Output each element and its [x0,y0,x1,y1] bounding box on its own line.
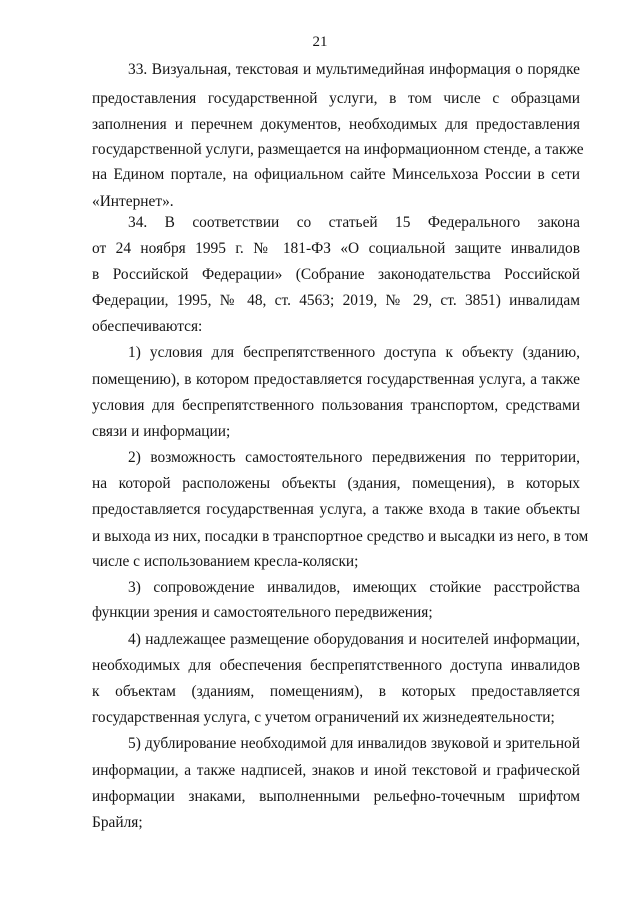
text-line: 1) условия для беспрепятственного доступа к объекту (зданию, [128,344,580,361]
text-line: 2) возможность самостоятельного передвижения по территории, [128,449,580,466]
text-line: государственная услуга, с учетом ограничений их жизнедеятельности; [92,709,555,726]
text-line: связи и информации; [92,423,231,440]
text-line: в Российской Федерации» (Собрание законодательства Российской [92,266,580,283]
text-line: условия для беспрепятственного пользования транспортом, средствами [92,397,580,414]
text-line: информации знаками, выполненными рельефно-точечным шрифтом [92,788,580,805]
text-line: Федерации, 1995, № 48, ст. 4563; 2019, № 29, ст. 3851) инвалидам [92,292,580,309]
text-line: 5) дублирование необходимой для инвалидов звуковой и зрительной [128,735,580,752]
text-line: «Интернет». [92,193,174,210]
text-line: функции зрения и самостоятельного передвижения; [92,604,433,621]
text-line: Брайля; [92,814,143,831]
text-line: предоставляется государственная услуга, а также входа в такие объекты [92,501,580,518]
text-line: помещению), в котором предоставляется государственная услуга, а также [92,371,580,388]
text-line: на Едином портале, на официальном сайте Минсельхоза России в сети [92,166,580,183]
page-number: 21 [312,34,328,50]
text-line: 33. Визуальная, текстовая и мультимедийная информация о порядке [128,61,580,78]
text-line: от 24 ноября 1995 г. № 181-ФЗ «О социальной защите инвалидов [92,240,580,257]
text-line: 3) сопровождение инвалидов, имеющих стойкие расстройства [128,579,580,596]
text-line: и выхода из них, посадки в транспортное средство и высадки из него, в том [92,528,589,545]
text-line: государственной услуги, размещается на информационном стенде, а также [92,141,584,158]
text-line: числе с использованием кресла-коляски; [92,553,359,570]
text-line: заполнения и перечнем документов, необходимых для предоставления [92,116,580,133]
text-line: информации, а также надписей, знаков и иной текстовой и графической [92,762,580,779]
text-line: к объектам (зданиям, помещениям), в которых предоставляется [92,683,580,700]
text-line: 4) надлежащее размещение оборудования и носителей информации, [128,631,580,648]
text-line: необходимых для обеспечения беспрепятственного доступа инвалидов [92,657,580,674]
text-line: 34. В соответствии со статьей 15 Федерального закона [128,214,580,231]
text-line: обеспечиваются: [92,318,203,335]
text-line: на которой расположены объекты (здания, помещения), в которых [92,475,580,492]
text-line: предоставления государственной услуги, в том числе с образцами [92,90,580,107]
